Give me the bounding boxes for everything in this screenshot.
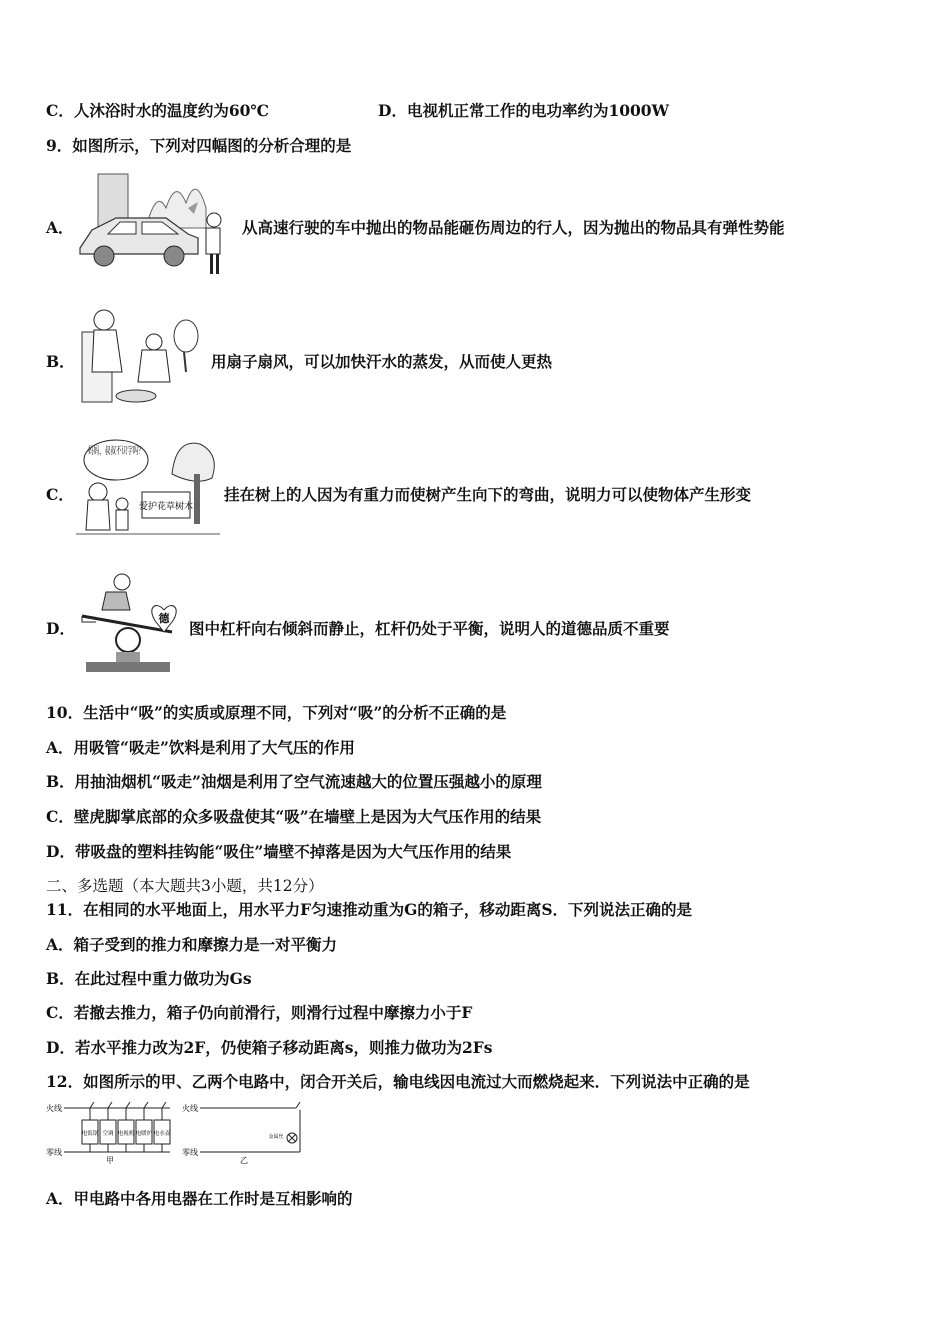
q11-option-c: C．若撤去推力，箱子仍向前滑行，则滑行过程中摩擦力小于F bbox=[46, 1003, 473, 1022]
lever-scale-illustration bbox=[76, 570, 188, 676]
circuit-yi-label: 乙 bbox=[240, 1156, 248, 1165]
car-littering-illustration bbox=[76, 168, 236, 280]
q9-option-b-label: B． bbox=[46, 352, 75, 371]
q9-option-c-label: C． bbox=[46, 485, 74, 504]
speech-bubble-text: 妈妈，叔叔不识字吗？ bbox=[88, 446, 188, 457]
neutral-wire-label-jia: 零线 bbox=[46, 1148, 62, 1157]
sign-text: 爱护花草树木 bbox=[138, 502, 194, 512]
q9-option-a-label: A． bbox=[46, 218, 74, 237]
live-wire-label-jia: 火线 bbox=[46, 1104, 62, 1113]
q11-option-d: D．若水平推力改为2F，仍使箱子移动距离s，则推力做功为2Fs bbox=[46, 1038, 493, 1057]
q12-option-a: A．甲电路中各用电器在工作时是互相影响的 bbox=[46, 1189, 353, 1208]
q10-option-d: D．带吸盘的塑料挂钩能“吸住”墙壁不掉落是因为大气压作用的结果 bbox=[46, 842, 512, 861]
circuit-jia-label: 甲 bbox=[106, 1156, 114, 1165]
metal-wire-label: 金属丝 bbox=[268, 1134, 284, 1140]
q8-option-d: D．电视机正常工作的电功率约为1000W bbox=[378, 101, 669, 120]
q10-stem: 10．生活中“吸”的实质或原理不同，下列对“吸”的分析不正确的是 bbox=[46, 703, 507, 722]
q9-stem: 9．如图所示，下列对四幅图的分析合理的是 bbox=[46, 136, 352, 155]
q10-option-a: A．用吸管“吸走”饮料是利用了大气压的作用 bbox=[46, 738, 355, 757]
appliance-3: 电视机 bbox=[117, 1131, 135, 1137]
q9-option-a-text: 从高速行驶的车中抛出的物品能砸伤周边的行人，因为抛出的物品具有弹性势能 bbox=[242, 218, 785, 237]
q8-option-c: C．人沐浴时水的温度约为60℃ bbox=[46, 101, 269, 120]
heart-text: 德 bbox=[158, 612, 170, 625]
appliance-4: 电暖炉 bbox=[135, 1131, 153, 1137]
appliance-5: 电水壶 bbox=[153, 1131, 171, 1137]
circuit-diagram bbox=[44, 1100, 304, 1166]
fan-illustration bbox=[76, 302, 206, 406]
q11-stem: 11．在相同的水平地面上，用水平力F匀速推动重为G的箱子，移动距离S．下列说法正确的是 bbox=[46, 900, 693, 919]
q11-option-a: A．箱子受到的推力和摩擦力是一对平衡力 bbox=[46, 935, 338, 954]
section-2-title: 二、多选题（本大题共3小题，共12分） bbox=[46, 877, 324, 895]
q10-option-c: C．壁虎脚掌底部的众多吸盘使其“吸”在墙壁上是因为大气压作用的结果 bbox=[46, 807, 542, 826]
appliance-1: 电饭锅 bbox=[81, 1131, 99, 1137]
q9-option-d-text: 图中杠杆向右倾斜而静止，杠杆仍处于平衡，说明人的道德品质不重要 bbox=[189, 619, 670, 638]
q10-option-b: B．用抽油烟机“吸走”油烟是利用了空气流速越大的位置压强越小的原理 bbox=[46, 772, 542, 791]
appliance-2: 空调 bbox=[102, 1131, 114, 1137]
q9-option-d-label: D． bbox=[46, 619, 75, 638]
q12-stem: 12．如图所示的甲、乙两个电路中，闭合开关后，输电线因电流过大而燃烧起来．下列说法中正确的是 bbox=[46, 1072, 750, 1091]
live-wire-label-yi: 火线 bbox=[182, 1104, 198, 1113]
q9-option-c-text: 挂在树上的人因为有重力而使树产生向下的弯曲，说明力可以使物体产生形变 bbox=[224, 485, 752, 504]
neutral-wire-label-yi: 零线 bbox=[182, 1148, 198, 1157]
tree-illustration bbox=[76, 434, 220, 538]
q9-option-b-text: 用扇子扇风，可以加快汗水的蒸发，从而使人更热 bbox=[211, 352, 553, 371]
q11-option-b: B．在此过程中重力做功为Gs bbox=[46, 969, 252, 988]
